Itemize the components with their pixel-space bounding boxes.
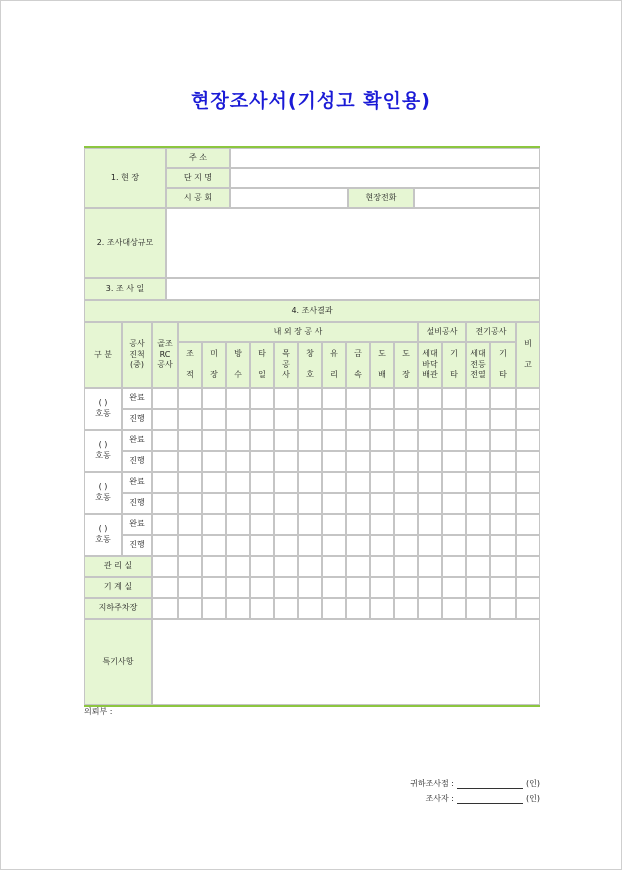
header-electric: 전기공사 [466,322,516,342]
data-cell[interactable] [490,577,516,598]
data-cell[interactable] [274,598,298,619]
data-cell[interactable] [516,472,540,493]
data-cell[interactable] [394,514,418,535]
data-cell[interactable] [298,556,322,577]
table-bottom-rule [84,705,540,707]
section4-label: 4. 조사결과 [84,300,540,322]
data-cell[interactable] [394,388,418,409]
data-cell[interactable] [394,430,418,451]
data-cell[interactable] [490,472,516,493]
header-subcolumn: 조 적 [178,342,202,388]
header-remarks: 비 고 [516,322,540,388]
data-cell[interactable] [274,451,298,472]
section1-row-value[interactable] [230,168,540,188]
data-cell[interactable] [418,409,442,430]
data-cell[interactable] [516,451,540,472]
data-cell[interactable] [178,409,202,430]
data-cell[interactable] [298,430,322,451]
section1-row-label: 시 공 회 [166,188,230,208]
data-cell[interactable] [370,472,394,493]
data-cell[interactable] [298,409,322,430]
data-cell[interactable] [226,388,250,409]
data-cell[interactable] [516,514,540,535]
data-cell[interactable] [346,535,370,556]
section1-row-label: 주 소 [166,148,230,168]
data-cell[interactable] [322,451,346,472]
data-cell[interactable] [490,430,516,451]
header-subcolumn: 도 장 [394,342,418,388]
data-cell[interactable] [516,535,540,556]
status-label: 완료 [122,514,152,535]
data-cell[interactable] [152,388,178,409]
data-cell[interactable] [418,514,442,535]
seal-mark: (인) [526,779,540,788]
data-cell[interactable] [466,514,490,535]
data-cell[interactable] [370,598,394,619]
data-cell[interactable] [250,388,274,409]
data-cell[interactable] [346,472,370,493]
branch-signature-line[interactable] [457,780,523,789]
phone-label: 현장전화 [348,188,414,208]
inspector-signature-line[interactable] [457,795,523,804]
requester-label: 의뢰부 : [84,707,113,716]
data-cell[interactable] [274,388,298,409]
section1-row-value[interactable] [230,148,540,168]
facility-label: 관 리 실 [84,556,152,577]
data-cell[interactable] [370,409,394,430]
data-cell[interactable] [202,514,226,535]
data-cell[interactable] [250,514,274,535]
section3-value[interactable] [166,278,540,300]
status-label: 완료 [122,472,152,493]
section1-row-label: 단 지 명 [166,168,230,188]
data-cell[interactable] [370,556,394,577]
data-cell[interactable] [298,451,322,472]
data-cell[interactable] [322,577,346,598]
data-cell[interactable] [466,535,490,556]
data-cell[interactable] [322,472,346,493]
building-label: ( ) 호동 [84,430,122,472]
data-cell[interactable] [490,535,516,556]
data-cell[interactable] [466,577,490,598]
data-cell[interactable] [250,598,274,619]
status-label: 진행 [122,493,152,514]
data-cell[interactable] [418,598,442,619]
data-cell[interactable] [274,535,298,556]
data-cell[interactable] [516,430,540,451]
data-cell[interactable] [250,556,274,577]
data-cell[interactable] [394,409,418,430]
data-cell[interactable] [516,556,540,577]
header-subcolumn: 타 일 [250,342,274,388]
data-cell[interactable] [394,598,418,619]
header-subcolumn: 금 속 [346,342,370,388]
data-cell[interactable] [442,514,466,535]
data-cell[interactable] [298,514,322,535]
data-cell[interactable] [274,472,298,493]
data-cell[interactable] [490,514,516,535]
data-cell[interactable] [442,472,466,493]
header-subcolumn: 미 장 [202,342,226,388]
data-cell[interactable] [322,514,346,535]
data-cell[interactable] [202,388,226,409]
data-cell[interactable] [202,451,226,472]
data-cell[interactable] [226,514,250,535]
data-cell[interactable] [322,430,346,451]
data-cell[interactable] [226,598,250,619]
header-plumbing: 설비공사 [418,322,466,342]
data-cell[interactable] [490,598,516,619]
data-cell[interactable] [226,556,250,577]
data-cell[interactable] [370,514,394,535]
data-cell[interactable] [226,535,250,556]
data-cell[interactable] [202,598,226,619]
data-cell[interactable] [346,430,370,451]
data-cell[interactable] [490,388,516,409]
data-cell[interactable] [418,430,442,451]
data-cell[interactable] [516,388,540,409]
data-cell[interactable] [442,535,466,556]
data-cell[interactable] [274,577,298,598]
data-cell[interactable] [152,493,178,514]
data-cell[interactable] [466,388,490,409]
status-label: 진행 [122,535,152,556]
data-cell[interactable] [394,577,418,598]
header-subcolumn: 목 공 사 [274,342,298,388]
data-cell[interactable] [152,430,178,451]
facility-label: 지하주차장 [84,598,152,619]
section1-row-value[interactable] [230,188,348,208]
data-cell[interactable] [490,451,516,472]
data-cell[interactable] [442,598,466,619]
data-cell[interactable] [466,472,490,493]
data-cell[interactable] [394,493,418,514]
branch-signature-text: 귀하조사점 : [410,779,455,788]
data-cell[interactable] [370,451,394,472]
data-cell[interactable] [202,535,226,556]
data-cell[interactable] [298,388,322,409]
data-cell[interactable] [442,556,466,577]
data-cell[interactable] [418,493,442,514]
data-cell[interactable] [442,388,466,409]
data-cell[interactable] [250,472,274,493]
data-cell[interactable] [442,451,466,472]
data-cell[interactable] [466,556,490,577]
data-cell[interactable] [178,430,202,451]
notes-label: 특기사항 [84,619,152,705]
data-cell[interactable] [250,451,274,472]
facility-label: 기 계 실 [84,577,152,598]
seal-mark: (인) [526,794,540,803]
data-cell[interactable] [226,451,250,472]
data-cell[interactable] [274,514,298,535]
status-label: 진행 [122,451,152,472]
data-cell[interactable] [466,493,490,514]
data-cell[interactable] [226,472,250,493]
data-cell[interactable] [418,556,442,577]
data-cell[interactable] [418,535,442,556]
header-gubun: 구 분 [84,322,122,388]
data-cell[interactable] [202,493,226,514]
data-cell[interactable] [346,451,370,472]
header-subcolumn: 기 타 [490,342,516,388]
data-cell[interactable] [152,451,178,472]
header-progress: 공사 진척 (중) [122,322,152,388]
status-label: 완료 [122,388,152,409]
branch-signature [410,778,540,789]
data-cell[interactable] [466,409,490,430]
data-cell[interactable] [226,493,250,514]
building-label: ( ) 호동 [84,388,122,430]
status-label: 완료 [122,430,152,451]
data-cell[interactable] [322,556,346,577]
inspector-signature-text: 조사자 : [425,794,455,803]
data-cell[interactable] [250,430,274,451]
data-cell[interactable] [178,535,202,556]
data-cell[interactable] [250,577,274,598]
data-cell[interactable] [178,451,202,472]
data-cell[interactable] [202,430,226,451]
data-cell[interactable] [442,430,466,451]
data-cell[interactable] [370,430,394,451]
header-subcolumn: 도 배 [370,342,394,388]
data-cell[interactable] [274,430,298,451]
data-cell[interactable] [370,493,394,514]
data-cell[interactable] [418,451,442,472]
data-cell[interactable] [298,472,322,493]
status-label: 진행 [122,409,152,430]
data-cell[interactable] [226,577,250,598]
data-cell[interactable] [346,388,370,409]
data-cell[interactable] [490,493,516,514]
data-cell[interactable] [490,556,516,577]
data-cell[interactable] [298,493,322,514]
header-subcolumn: 기 타 [442,342,466,388]
data-cell[interactable] [346,493,370,514]
data-cell[interactable] [250,493,274,514]
data-cell[interactable] [178,493,202,514]
data-cell[interactable] [442,409,466,430]
data-cell[interactable] [490,409,516,430]
data-cell[interactable] [322,493,346,514]
data-cell[interactable] [178,577,202,598]
building-label: ( ) 호동 [84,514,122,556]
data-cell[interactable] [346,577,370,598]
data-cell[interactable] [394,556,418,577]
data-cell[interactable] [346,556,370,577]
data-cell[interactable] [466,451,490,472]
header-frame: 골조 RC 공사 [152,322,178,388]
phone-value[interactable] [414,188,540,208]
data-cell[interactable] [394,451,418,472]
data-cell[interactable] [370,577,394,598]
data-cell[interactable] [298,577,322,598]
data-cell[interactable] [346,409,370,430]
section3-label: 3. 조 사 일 [84,278,166,300]
data-cell[interactable] [322,409,346,430]
data-cell[interactable] [298,598,322,619]
data-cell[interactable] [178,472,202,493]
data-cell[interactable] [516,598,540,619]
data-cell[interactable] [322,535,346,556]
data-cell[interactable] [442,577,466,598]
inspector-signature [426,793,540,804]
data-cell[interactable] [466,598,490,619]
data-cell[interactable] [298,535,322,556]
data-cell[interactable] [370,535,394,556]
data-cell[interactable] [346,514,370,535]
data-cell[interactable] [418,577,442,598]
header-interior: 내 외 장 공 사 [178,322,418,342]
section1-label: 1. 현 장 [84,148,166,208]
data-cell[interactable] [516,577,540,598]
data-cell[interactable] [250,535,274,556]
data-cell[interactable] [152,577,178,598]
data-cell[interactable] [418,388,442,409]
data-cell[interactable] [516,493,540,514]
data-cell[interactable] [274,493,298,514]
data-cell[interactable] [202,409,226,430]
data-cell[interactable] [202,577,226,598]
header-subcolumn: 세대 바닥 배관 [418,342,442,388]
section2-label: 2. 조사대상규모 [84,208,166,278]
section2-value[interactable] [166,208,540,278]
data-cell[interactable] [394,472,418,493]
data-cell[interactable] [202,472,226,493]
data-cell[interactable] [152,598,178,619]
header-subcolumn: 방 수 [226,342,250,388]
data-cell[interactable] [442,493,466,514]
data-cell[interactable] [466,430,490,451]
building-label: ( ) 호동 [84,472,122,514]
data-cell[interactable] [250,409,274,430]
notes-value[interactable] [152,619,540,705]
data-cell[interactable] [274,409,298,430]
data-cell[interactable] [370,388,394,409]
data-cell[interactable] [178,598,202,619]
data-cell[interactable] [178,556,202,577]
data-cell[interactable] [322,598,346,619]
data-cell[interactable] [322,388,346,409]
page-title: 현장조사서(기성고 확인용) [191,90,431,112]
data-cell[interactable] [152,556,178,577]
data-cell[interactable] [152,514,178,535]
data-cell[interactable] [202,556,226,577]
data-cell[interactable] [346,598,370,619]
data-cell[interactable] [152,409,178,430]
header-subcolumn: 세대 전등 전열 [466,342,490,388]
data-cell[interactable] [152,535,178,556]
data-cell[interactable] [178,388,202,409]
data-cell[interactable] [226,409,250,430]
data-cell[interactable] [178,514,202,535]
data-cell[interactable] [152,472,178,493]
data-cell[interactable] [274,556,298,577]
data-cell[interactable] [226,430,250,451]
header-subcolumn: 유 리 [322,342,346,388]
data-cell[interactable] [418,472,442,493]
header-subcolumn: 창 호 [298,342,322,388]
data-cell[interactable] [394,535,418,556]
data-cell[interactable] [516,409,540,430]
